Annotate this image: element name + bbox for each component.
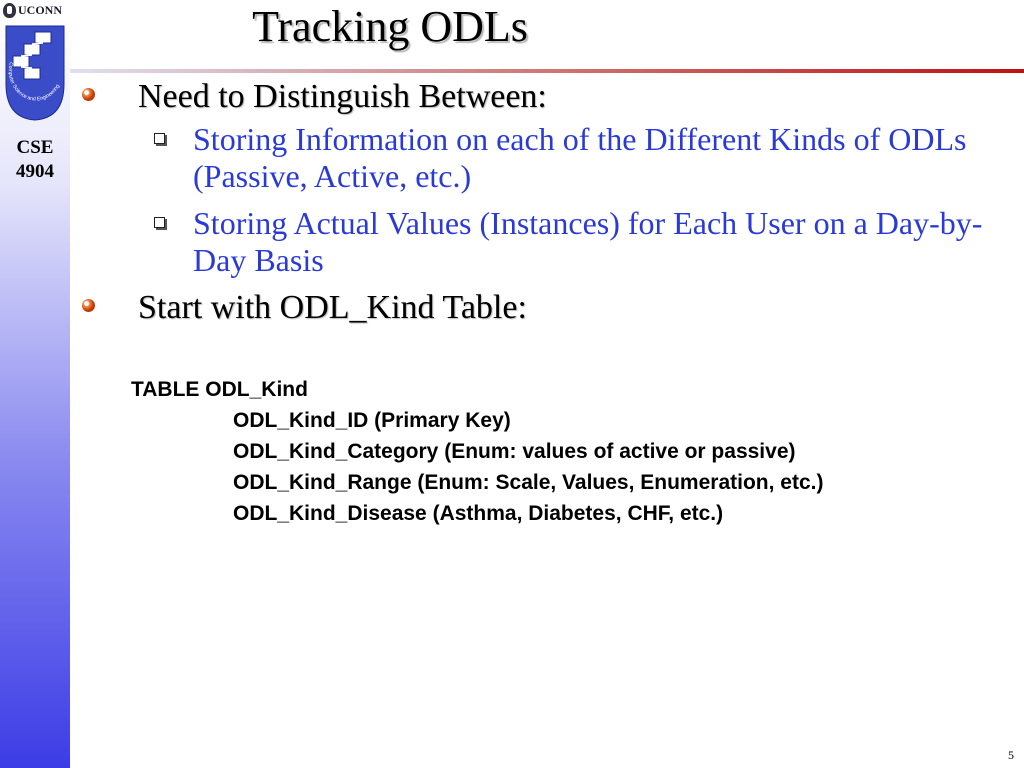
slide-title: Tracking ODLs (252, 2, 528, 51)
bullet-level1 (80, 76, 1020, 118)
sidebar (0, 0, 70, 768)
course-code (0, 136, 70, 184)
bullet-text: Start with ODL_Kind Table: (138, 289, 527, 326)
bullet-level2 (80, 121, 1020, 195)
uconn-logo (3, 1, 62, 19)
page-number: 5 (1008, 748, 1014, 762)
hollow-square-bullet-icon (154, 217, 165, 228)
course-code-line2: 4904 (16, 161, 54, 182)
orange-circle-bullet-icon (82, 88, 95, 101)
uconn-seal-icon (3, 3, 16, 18)
table-name-line: TABLE ODL_Kind (131, 378, 308, 401)
department-badge-icon (2, 22, 68, 122)
bullet-level2 (80, 205, 1020, 279)
subbullet-text: Storing Actual Values (Instances) for Each User on a Day-by-Day Basis (193, 205, 983, 278)
orange-circle-bullet-icon (82, 299, 95, 312)
table-field-line: ODL_Kind_Range (Enum: Scale, Values, Enumeration, etc.) (233, 471, 824, 494)
bullet-text: Need to Distinguish Between: (138, 78, 547, 115)
slide-content (80, 76, 1020, 329)
badge-caption: Computer Science and Engineering (6, 61, 62, 103)
table-field-line: ODL_Kind_Disease (Asthma, Diabetes, CHF, etc.) (233, 502, 724, 525)
subbullet-text: Storing Information on each of the Different Kinds of ODLs (Passive, Active, etc.) (193, 121, 967, 194)
uconn-logo-text: UCONN (18, 2, 62, 17)
title-rule (70, 69, 1024, 73)
bullet-level1 (80, 287, 1020, 329)
table-definition (131, 374, 823, 529)
hollow-square-bullet-icon (154, 133, 165, 144)
course-code-line1: CSE (16, 137, 54, 158)
table-field-line: ODL_Kind_Category (Enum: values of active or passive) (233, 440, 796, 463)
table-field-line: ODL_Kind_ID (Primary Key) (233, 409, 511, 432)
